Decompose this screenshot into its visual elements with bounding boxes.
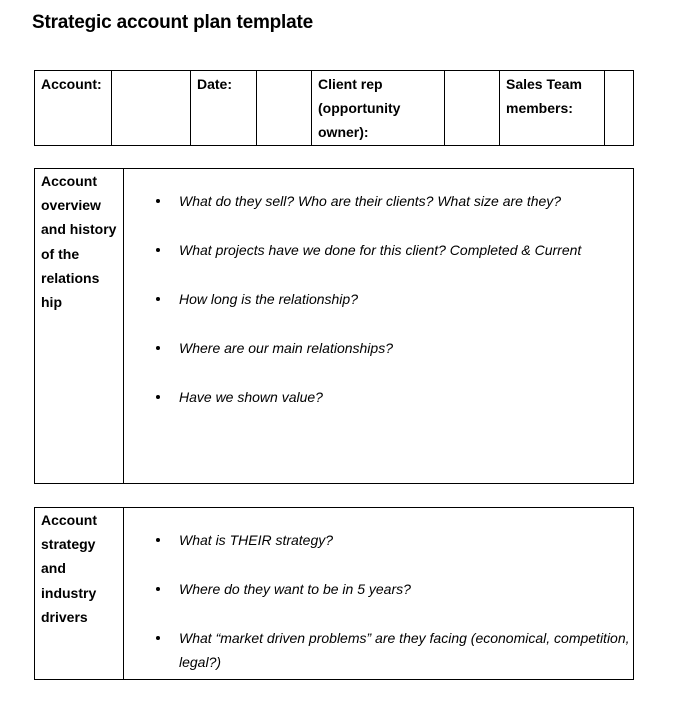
list-item: Where are our main relationships? — [179, 336, 633, 360]
date-value-cell[interactable] — [257, 71, 312, 146]
header-table — [34, 70, 634, 146]
section-content — [124, 508, 634, 680]
section-label: Account overview and history of the relations hip — [35, 169, 124, 484]
bullet-list — [124, 508, 633, 674]
date-label: Date: — [191, 71, 257, 146]
list-item: How long is the relationship? — [179, 287, 633, 311]
list-item: What is THEIR strategy? — [179, 528, 633, 552]
section-label: Account strategy and industry drivers — [35, 508, 124, 680]
bullet-list — [124, 169, 633, 409]
client-rep-value-cell[interactable] — [445, 71, 500, 146]
account-label: Account: — [35, 71, 112, 146]
list-item: What do they sell? Who are their clients? What size are they? — [179, 189, 633, 213]
client-rep-label: Client rep (opportunity owner): — [312, 71, 445, 146]
page-title: Strategic account plan template — [32, 12, 313, 33]
account-strategy-section — [34, 507, 634, 680]
section-content — [124, 169, 634, 484]
account-value-cell[interactable] — [112, 71, 191, 146]
list-item: What projects have we done for this client? Completed & Current — [179, 238, 633, 262]
list-item: Where do they want to be in 5 years? — [179, 577, 633, 601]
sales-team-value-cell[interactable] — [605, 71, 634, 146]
sales-team-label: Sales Team members: — [500, 71, 605, 146]
list-item: What “market driven problems” are they facing (economical, competition, legal?) — [179, 626, 633, 674]
list-item: Have we shown value? — [179, 385, 633, 409]
account-overview-section — [34, 168, 634, 484]
